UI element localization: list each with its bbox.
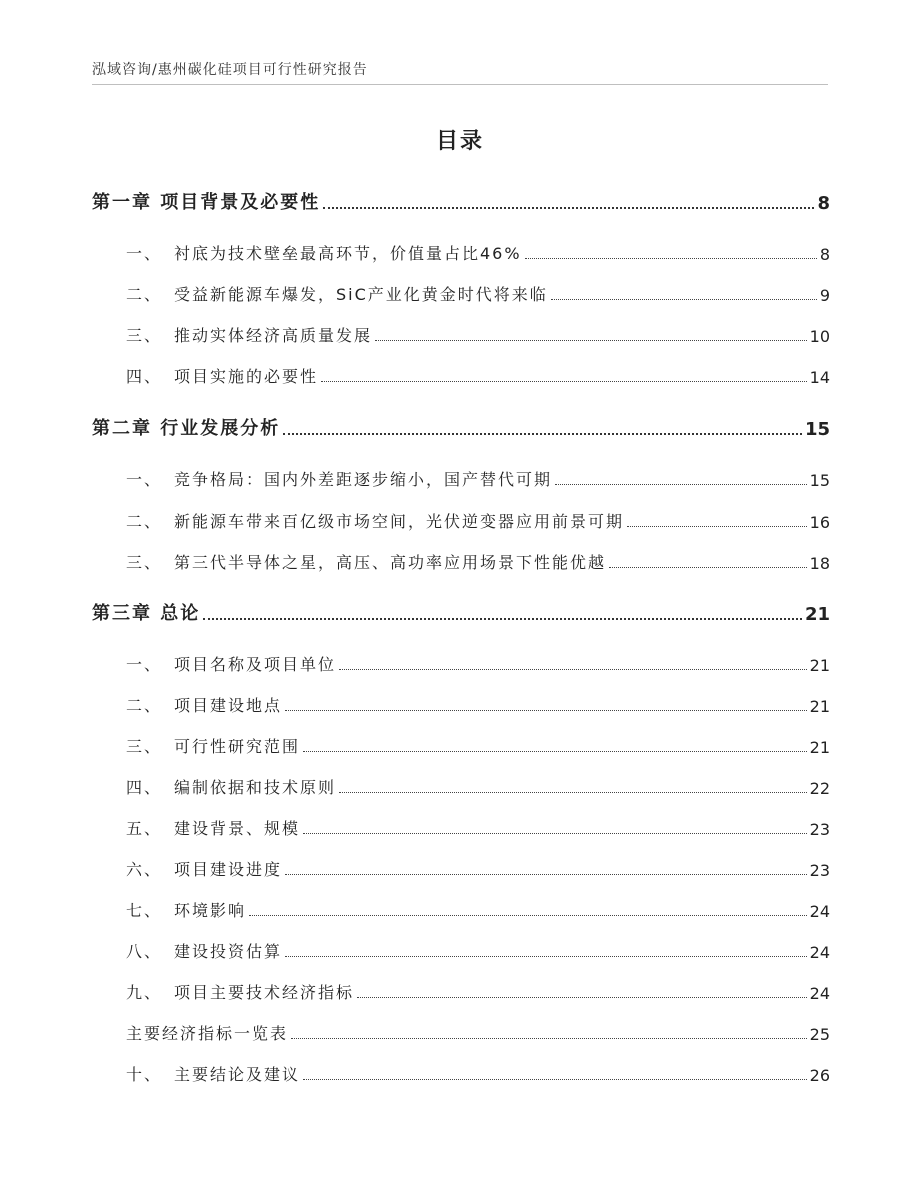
toc-section[interactable] (126, 813, 830, 839)
toc-entry-title: 环境影响 (174, 901, 247, 920)
toc-entry-title: 主要经济指标一览表 (126, 1024, 289, 1043)
toc-page-number: 14 (809, 368, 830, 387)
dot-leader (321, 381, 807, 382)
toc-section[interactable] (126, 238, 830, 264)
toc-section[interactable] (126, 977, 830, 1003)
dot-leader (525, 258, 817, 259)
dot-leader (203, 618, 802, 620)
header-divider (92, 84, 828, 85)
dot-leader (285, 874, 807, 875)
toc-entry-number: 三、 (126, 326, 163, 345)
toc-entry-title: 项目名称及项目单位 (174, 655, 337, 674)
toc-chapter-1[interactable] (92, 186, 830, 214)
toc-page-number: 16 (809, 513, 830, 532)
toc-entry-number: 二、 (126, 285, 163, 304)
toc-entry-title: 可行性研究范围 (174, 737, 301, 756)
toc-page-number: 25 (809, 1025, 830, 1044)
toc-page-number: 26 (809, 1066, 830, 1085)
dot-leader (555, 484, 807, 485)
toc-page-number: 24 (809, 902, 830, 921)
toc-section[interactable] (126, 361, 830, 387)
dot-leader (375, 340, 807, 341)
dot-leader (285, 956, 807, 957)
toc-entry-title: 项目主要技术经济指标 (174, 983, 355, 1002)
toc-entry-title: 主要结论及建议 (174, 1065, 301, 1084)
toc-page-number: 21 (809, 656, 830, 675)
toc-page-number: 15 (804, 419, 830, 440)
toc-section[interactable] (126, 854, 830, 880)
toc-entry-number: 四、 (126, 367, 163, 386)
toc-entry-number: 一、 (126, 470, 163, 489)
toc-entry-title: 第三代半导体之星，高压、高功率应用场景下性能优越 (174, 553, 607, 572)
toc-entry-number: 六、 (126, 860, 163, 879)
toc-entry-number: 二、 (126, 696, 163, 715)
toc-entry-title: 新能源车带来百亿级市场空间，光伏逆变器应用前景可期 (174, 512, 625, 531)
toc-entry-title: 项目建设进度 (174, 860, 283, 879)
dot-leader (339, 669, 807, 670)
toc-title: 目录 (435, 129, 484, 154)
toc-entry-number: 九、 (126, 983, 163, 1002)
toc-entry-number: 七、 (126, 901, 163, 920)
toc-entry-title: 受益新能源车爆发，SiC产业化黄金时代将来临 (174, 285, 548, 304)
toc-entry-title: 项目实施的必要性 (174, 367, 319, 386)
toc-section[interactable] (126, 895, 830, 921)
toc-entry-number: 八、 (126, 942, 163, 961)
toc-entry-title: 衬底为技术壁垒最高环节，价值量占比46% (174, 244, 522, 263)
toc-entry-title: 推动实体经济高质量发展 (174, 326, 373, 345)
toc-page-number: 8 (819, 245, 830, 264)
toc-section[interactable] (126, 547, 830, 573)
dot-leader (303, 751, 807, 752)
toc-entry-number: 三、 (126, 553, 163, 572)
toc-page-number: 21 (804, 604, 830, 625)
dot-leader (551, 299, 817, 300)
toc-section[interactable] (126, 649, 830, 675)
dot-leader (357, 997, 807, 998)
toc-entry-number: 三、 (126, 737, 163, 756)
toc-entry-number: 二、 (126, 512, 163, 531)
dot-leader (249, 915, 807, 916)
toc-section[interactable] (126, 1059, 830, 1085)
toc-page-number: 10 (809, 327, 830, 346)
toc-section[interactable] (126, 772, 830, 798)
toc-page-number: 9 (819, 286, 830, 305)
toc-entry-title: 建设背景、规模 (174, 819, 301, 838)
toc-page-number: 18 (809, 554, 830, 573)
toc-entry-title: 建设投资估算 (174, 942, 283, 961)
toc-section[interactable] (126, 936, 830, 962)
toc-page-number: 23 (809, 861, 830, 880)
toc-subsection[interactable] (126, 1018, 830, 1044)
toc-entry-title: 第二章 行业发展分析 (92, 418, 281, 439)
toc-entry-number: 十、 (126, 1065, 163, 1084)
toc-entry-number: 五、 (126, 819, 163, 838)
toc-entry-number: 一、 (126, 655, 163, 674)
toc-page-number: 22 (809, 779, 830, 798)
dot-leader (283, 433, 802, 435)
toc-section[interactable] (126, 690, 830, 716)
toc-entry-title: 第三章 总论 (92, 603, 201, 624)
dot-leader (291, 1038, 807, 1039)
toc-entry-title: 项目建设地点 (174, 696, 283, 715)
toc-entry-number: 一、 (126, 244, 163, 263)
toc-chapter-3[interactable] (92, 597, 830, 625)
dot-leader (627, 526, 807, 527)
toc-section[interactable] (126, 506, 830, 532)
dot-leader (303, 833, 807, 834)
dot-leader (323, 207, 814, 209)
running-header: 泓域咨询/惠州碳化硅项目可行性研究报告 (92, 62, 368, 78)
dot-leader (339, 792, 807, 793)
toc-page-number: 21 (809, 738, 830, 757)
toc-section[interactable] (126, 279, 830, 305)
toc-section[interactable] (126, 464, 830, 490)
toc-entry-title: 编制依据和技术原则 (174, 778, 337, 797)
dot-leader (303, 1079, 807, 1080)
toc-page-number: 23 (809, 820, 830, 839)
toc-page-number: 24 (809, 943, 830, 962)
toc-page-number: 24 (809, 984, 830, 1003)
toc-page-number: 21 (809, 697, 830, 716)
toc-page-number: 15 (809, 471, 830, 490)
toc-entry-title: 第一章 项目背景及必要性 (92, 192, 321, 213)
toc-section[interactable] (126, 731, 830, 757)
toc-section[interactable] (126, 320, 830, 346)
toc-entry-number: 四、 (126, 778, 163, 797)
toc-chapter-2[interactable] (92, 412, 830, 440)
toc-entry-title: 竞争格局：国内外差距逐步缩小，国产替代可期 (174, 470, 553, 489)
toc-page-number: 8 (817, 193, 830, 214)
dot-leader (285, 710, 807, 711)
dot-leader (609, 567, 807, 568)
